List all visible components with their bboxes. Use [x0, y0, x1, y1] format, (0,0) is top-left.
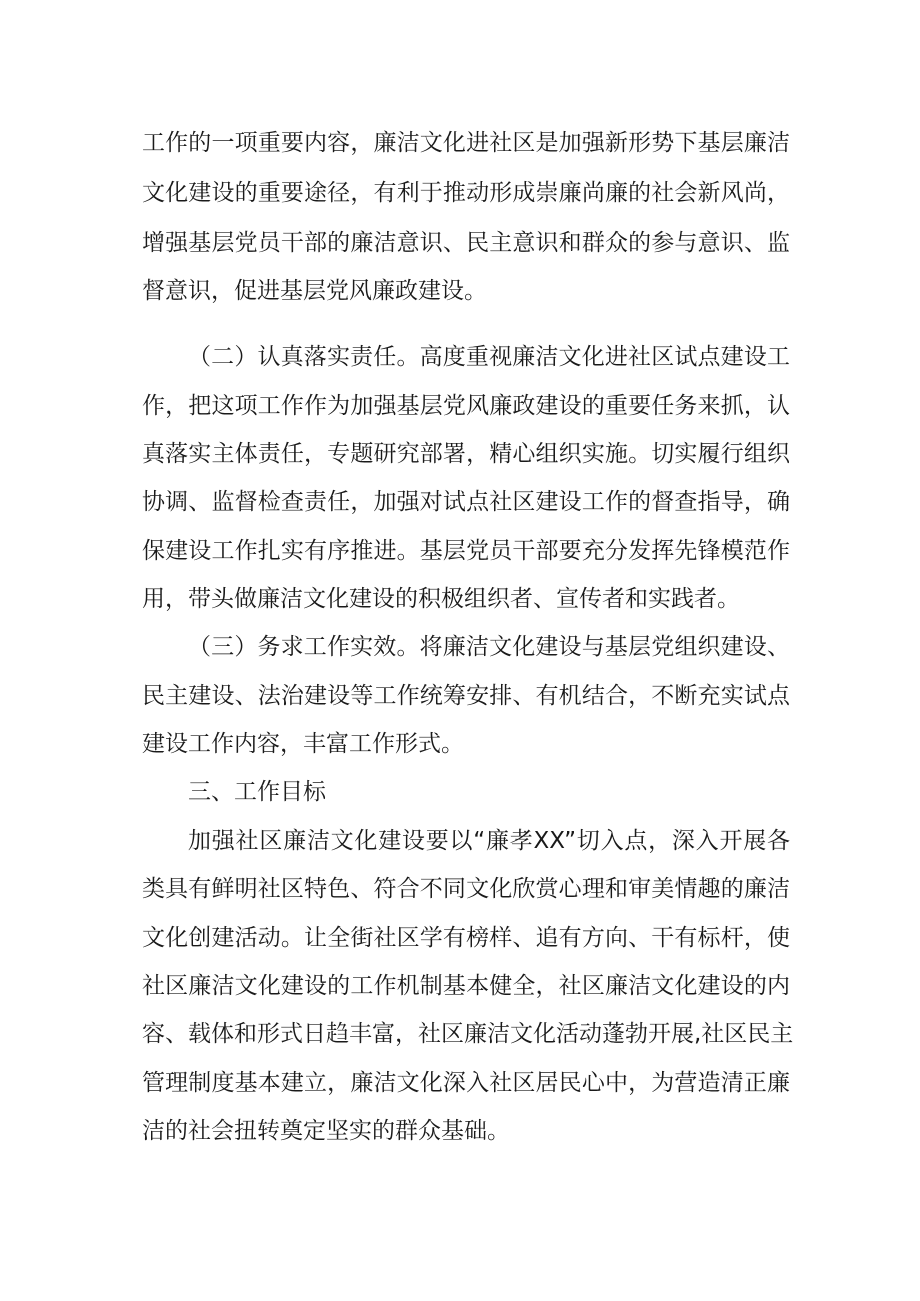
text-line: 洁的社会扭转奠定坚实的群众基础。	[142, 1118, 510, 1144]
section-heading: 三、工作目标	[188, 779, 326, 805]
text-line: 作，把这项工作作为加强基层党风廉政建设的重要任务来抓，认	[142, 393, 790, 419]
text-line: （二）认真落实责任。高度重视廉洁文化进社区试点建设工	[188, 344, 790, 370]
text-line: 容、载体和形式日趋丰富，社区廉洁文化活动蓬勃开展,社区民主	[142, 1021, 794, 1047]
text-line: 管理制度基本建立，廉洁文化深入社区居民心中，为营造清正廉	[142, 1070, 790, 1096]
text-line: 民主建设、法治建设等工作统筹安排、有机结合，不断充实试点	[142, 683, 790, 709]
text-line: 建设工作内容，丰富工作形式。	[142, 731, 464, 757]
text-line: 工作的一项重要内容，廉洁文化进社区是加强新形势下基层廉洁	[142, 130, 790, 156]
text-line: 保建设工作扎实有序推进。基层党员干部要充分发挥先锋模范作	[142, 538, 790, 564]
text-line: 用，带头做廉洁文化建设的积极组织者、宣传者和实践者。	[142, 586, 740, 612]
text-line: 真落实主体责任，专题研究部署，精心组织实施。切实履行组织	[142, 441, 790, 467]
text-line: 增强基层党员干部的廉洁意识、民主意识和群众的参与意识、监	[142, 230, 790, 256]
text-line: 文化建设的重要途径，有利于推动形成崇廉尚廉的社会新风尚，	[142, 180, 790, 206]
text-line: 社区廉洁文化建设的工作机制基本健全，社区廉洁文化建设的内	[142, 973, 790, 999]
text-line: 加强社区廉洁文化建设要以“廉孝XX”切入点，深入开展各	[188, 828, 790, 854]
text-line: 协调、监督检查责任，加强对试点社区建设工作的督查指导，确	[142, 489, 790, 515]
text-line: 文化创建活动。让全街社区学有榜样、追有方向、干有标杆，使	[142, 925, 790, 951]
text-line: 类具有鲜明社区特色、符合不同文化欣赏心理和审美情趣的廉洁	[142, 876, 790, 902]
text-line: （三）务求工作实效。将廉洁文化建设与基层党组织建设、	[188, 634, 790, 660]
text-line: 督意识，促进基层党风廉政建设。	[142, 278, 487, 304]
